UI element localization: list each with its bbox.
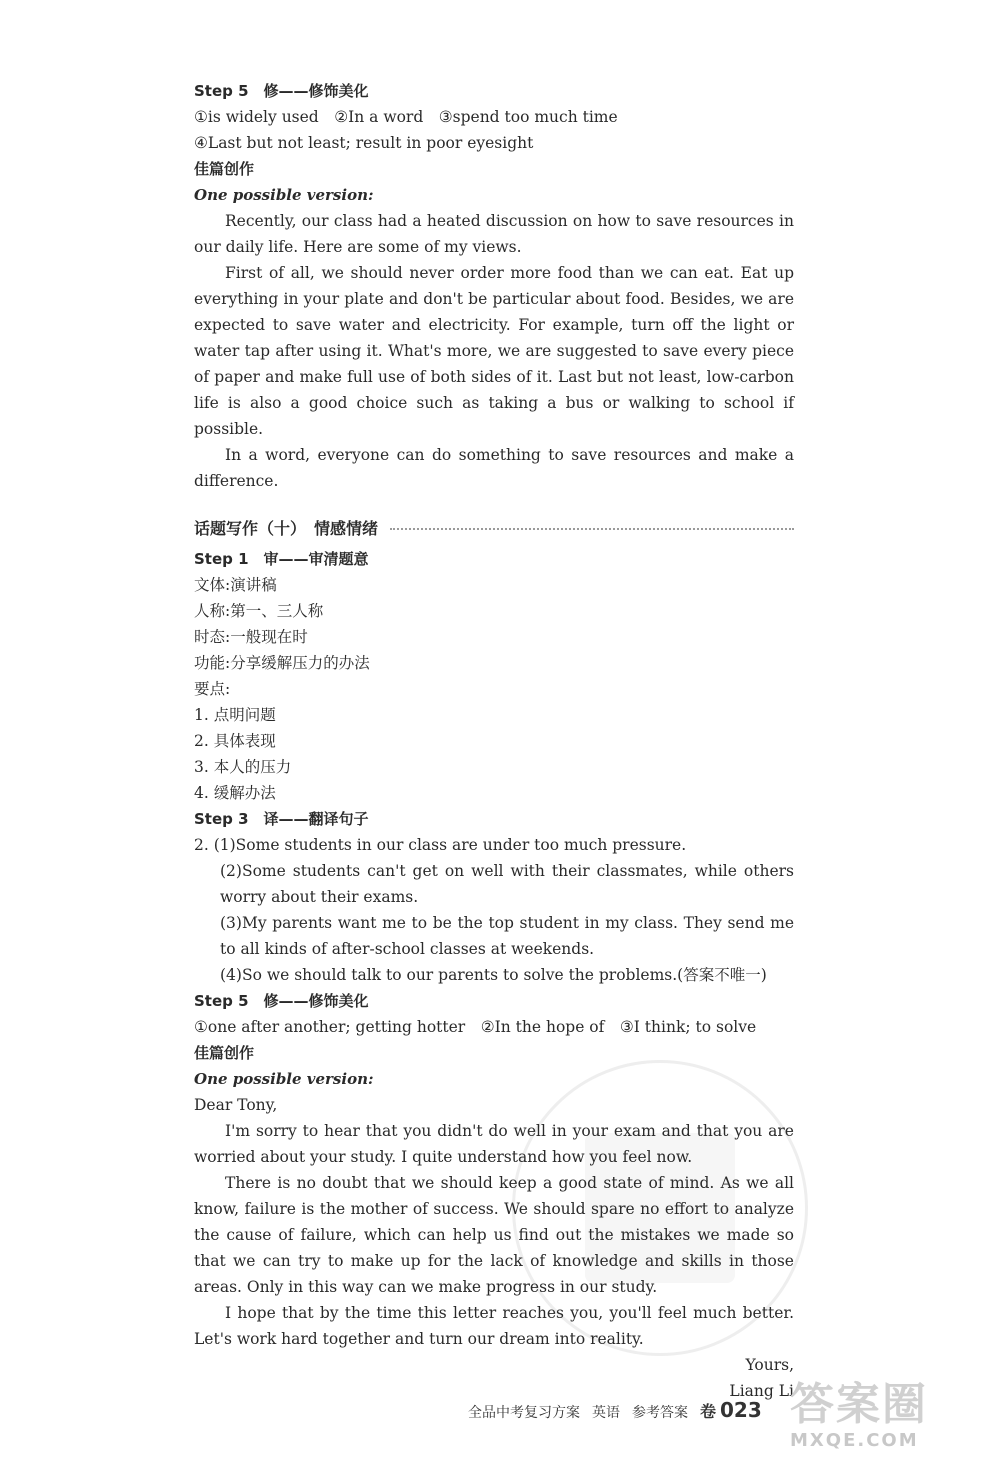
step1-title: Step 1 审——审清题意 — [194, 550, 369, 568]
page-number: 023 — [720, 1398, 762, 1422]
footer-volume-mark: 卷 — [700, 1402, 717, 1421]
step3-title: Step 3 译——翻译句子 — [194, 810, 369, 828]
watermark-text: 答案圈 — [790, 1379, 928, 1430]
footer-book-title: 全品中考复习方案 — [468, 1405, 580, 1421]
translation-item: (4)So we should talk to our parents to solve the problems.(答案不唯一) — [220, 966, 767, 984]
essay-paragraph: Recently, our class had a heated discussion on how to save resources in our daily life. Here are some of my views. — [194, 212, 794, 256]
essay-paragraph: In a word, everyone can do something to save resources and make a difference. — [194, 446, 794, 490]
letter-signature: Liang Li — [729, 1382, 794, 1400]
essay-heading: 佳篇创作 — [194, 160, 255, 178]
translation-item: (3)My parents want me to be the top student in my class. They send me to all kinds of after-school classes at weekends. — [220, 914, 794, 958]
translation-item: (2)Some students can't get on well with their classmates, while others worry about their exams. — [220, 862, 794, 906]
version-label-2: One possible version: — [194, 1070, 374, 1088]
tense-line: 时态:一般现在时 — [194, 628, 308, 646]
essay-paragraph: First of all, we should never order more food than we can eat. Eat up everything in your plate and don't be particular about food. Besides, we are expected to save water and electricity. For example, turn off the light or water tap after using it. What's more, we are suggested to save every piece of paper and make full use of both sides of it. Last but not least, low-carbon life is also a good choice such as taking a bus or walking to school if possible. — [194, 264, 794, 438]
site-watermark — [790, 1380, 990, 1468]
point-item: 2. 具体表现 — [194, 732, 276, 750]
person-line: 人称:第一、三人称 — [194, 602, 324, 620]
version-label: One possible version: — [194, 186, 374, 204]
point-item: 4. 缓解办法 — [194, 784, 276, 802]
letter-paragraph: I'm sorry to hear that you didn't do well in your exam and that you are worried about your study. I quite understand how you feel now. — [194, 1122, 794, 1166]
letter-closing: Yours, — [745, 1356, 794, 1374]
footer-subject: 英语 — [592, 1405, 620, 1421]
translation-list — [194, 832, 794, 988]
essay-body — [194, 208, 794, 494]
topic-title-text: 话题写作（十） 情感情绪 — [194, 519, 379, 538]
point-item: 3. 本人的压力 — [194, 758, 292, 776]
letter-paragraph: There is no doubt that we should keep a good state of mind. As we all know, failure is the mother of success. We should spare no effort to analyze the cause of failure, which can help us find out the mistakes we made so that we can try to make up for the lack of knowledge and skills in those areas. Only in this way can we make progress in our study. — [194, 1174, 794, 1296]
watermark-url: MXQE.COM — [790, 1430, 919, 1451]
step5b-title: Step 5 修——修饰美化 — [194, 992, 369, 1010]
essay2-heading: 佳篇创作 — [194, 1044, 255, 1062]
letter-body — [194, 1118, 794, 1352]
genre-line: 文体:演讲稿 — [194, 576, 277, 594]
step5-title: Step 5 修——修饰美化 — [194, 82, 369, 100]
function-line: 功能:分享缓解压力的办法 — [194, 654, 370, 672]
points-label: 要点: — [194, 680, 231, 698]
answer-page — [194, 78, 794, 1404]
letter-paragraph: I hope that by the time this letter reaches you, you'll feel much better. Let's work hard together and turn our dream into reality. — [194, 1304, 794, 1348]
step5-line-2: ④Last but not least; result in poor eyesight — [194, 134, 534, 152]
step5b-line-1: ①one after another; getting hotter ②In the hope of ③I think; to solve — [194, 1018, 757, 1036]
footer-section: 参考答案 — [632, 1405, 688, 1421]
dotted-rule — [390, 528, 794, 530]
letter-greeting: Dear Tony, — [194, 1096, 278, 1114]
point-item: 1. 点明问题 — [194, 706, 276, 724]
page-footer — [468, 1398, 762, 1426]
step5-line-1: ①is widely used ②In a word ③spend too much time — [194, 108, 618, 126]
topic-title — [194, 512, 794, 546]
translation-item: 2. (1)Some students in our class are under too much pressure. — [194, 836, 687, 854]
